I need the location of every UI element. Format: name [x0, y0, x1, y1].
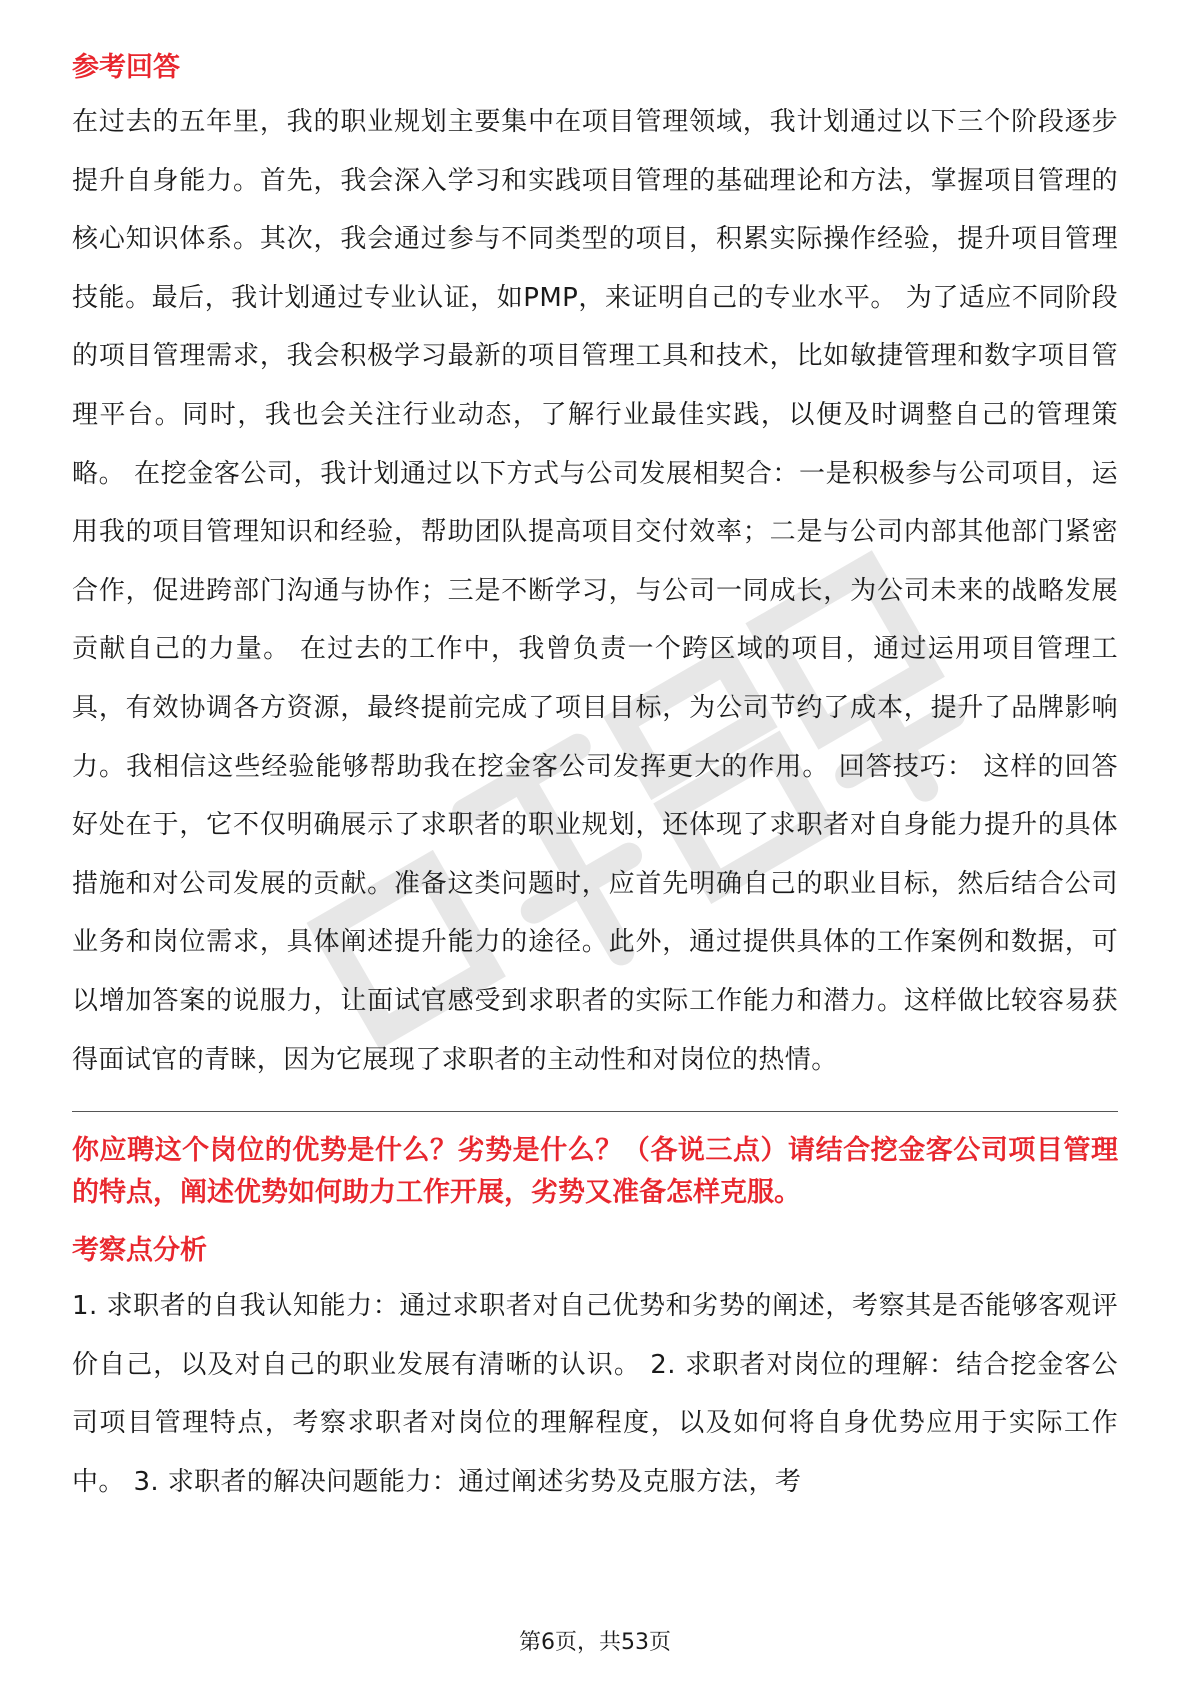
section-divider — [72, 1111, 1118, 1112]
analysis-heading: 考察点分析 — [72, 1235, 207, 1267]
reference-answer-body: 在过去的五年里，我的职业规划主要集中在项目管理领域，我计划通过以下三个阶段逐步提升自身能力。首先，我会深入学习和实践项目管理的基础理论和方法，掌握项目管理的核心知识体系。其次，我会通过参与不同类型的项目，积累实际操作经验，提升项目管理技能。最后，我计划通过专业认证，如PMP，来证明自己的专业水平。 为了适应不同阶段的项目管理需求，我会积极学习最新的项目管理工具和技术，比如敏捷管理和数字项目管理平台。同时，我也会关注行业动态，了解行业最佳实践，以便及时调整自己的管理策略。 在挖金客公司，我计划通过以下方式与公司发展相契合：一是积极参与公司项目，运用我的项目管理知识和经验，帮助团队提高项目交付效率；二是与公司内部其他部门紧密合作，促进跨部门沟通与协作；三是不断学习，与公司一同成长，为公司未来的战略发展贡献自己的力量。 在过去的工作中，我曾负责一个跨区域的项目，通过运用项目管理工具，有效协调各方资源，最终提前完成了项目目标，为公司节约了成本，提升了品牌影响力。我相信这些经验能够帮助我在挖金客公司发挥更大的作用。 回答技巧： 这样的回答好处在于，它不仅明确展示了求职者的职业规划，还体现了求职者对自身能力提升的具体措施和对公司发展的贡献。准备这类问题时，应首先明确自己的职业目标，然后结合公司业务和岗位需求，具体阐述提升能力的途径。此外，通过提供具体的工作案例和数据，可以增加答案的说服力，让面试官感受到求职者的实际工作能力和潜力。这样做比较容易获得面试官的青睐，因为它展现了求职者的主动性和对岗位的热情。 — [72, 107, 1118, 1075]
page-content — [72, 48, 1118, 1511]
reference-answer-heading: 参考回答 — [72, 52, 180, 83]
interview-question: 你应聘这个岗位的优势是什么？劣势是什么？（各说三点）请结合挖金客公司项目管理的特点，阐述优势如何助力工作开展，劣势又准备怎样克服。 — [72, 1135, 1118, 1209]
page-number: 第6页，共53页 — [519, 1630, 671, 1655]
analysis-body: 1. 求职者的自我认知能力：通过求职者对自己优势和劣势的阐述，考察其是否能够客观评价自己，以及对自己的职业发展有清晰的认识。 2. 求职者对岗位的理解：结合挖金客公司项目管理特点，考察求职者对岗位的理解程度，以及如何将自身优势应用于实际工作中。 3. 求职者的解决问题能力：通过阐述劣势及克服方法，考 — [72, 1291, 1118, 1497]
